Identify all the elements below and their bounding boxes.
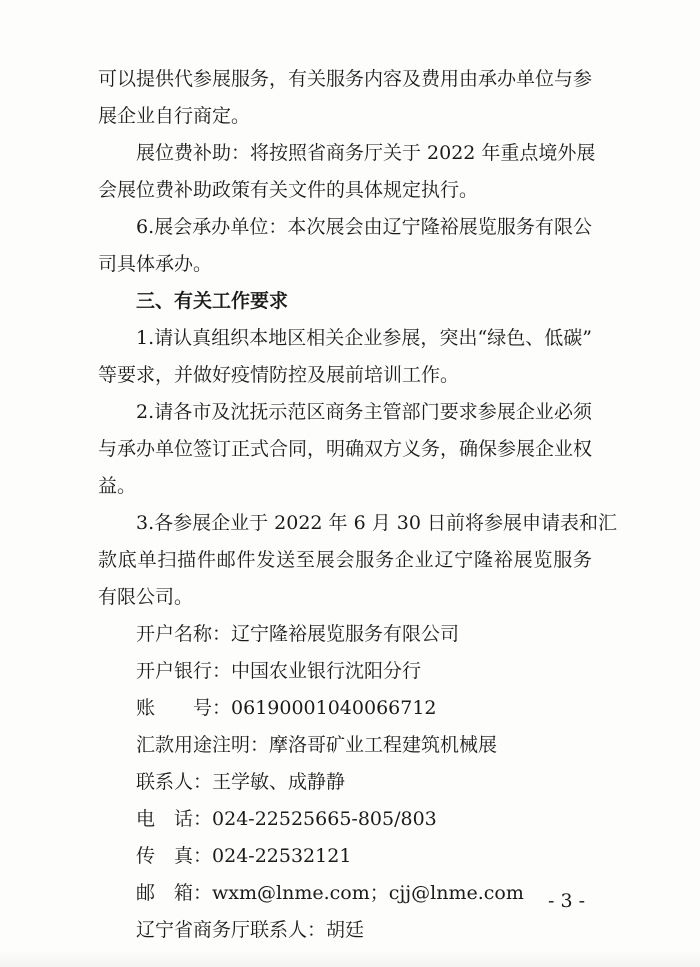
account-name-value: 辽宁隆裕展览服务有限公司 xyxy=(231,623,460,645)
department-contact-label: 辽宁省商务厅联系人： xyxy=(136,919,327,941)
contact-person-label: 联系人： xyxy=(136,771,213,793)
bank-field xyxy=(136,658,421,684)
remittance-purpose-label: 汇款用途注明： xyxy=(136,734,270,756)
account-name-field xyxy=(136,621,459,647)
fax-value: 024-22532121 xyxy=(212,845,352,867)
fax-field xyxy=(136,843,351,869)
phone-value: 024-22525665-805/803 xyxy=(212,808,437,830)
account-number-label: 账 号： xyxy=(136,697,232,719)
paragraph-line: 6.展会承办单位：本次展会由辽宁隆裕展览服务有限公 xyxy=(136,216,592,238)
bank-label: 开户银行： xyxy=(136,660,232,682)
remittance-purpose-field xyxy=(136,732,497,758)
department-contact-field xyxy=(136,917,364,943)
email-label: 邮 箱： xyxy=(136,882,213,904)
paragraph-line: 司具体承办。 xyxy=(98,253,213,275)
paragraph-line: 展位费补助：将按照省商务厅关于 2022 年重点境外展 xyxy=(136,142,596,164)
phone-label: 电 话： xyxy=(136,808,213,830)
requirement-line: 等要求，并做好疫情防控及展前培训工作。 xyxy=(98,364,460,386)
remittance-purpose-value: 摩洛哥矿业工程建筑机械展 xyxy=(269,734,498,756)
paragraph-line: 可以提供代参展服务，有关服务内容及费用由承办单位与参 xyxy=(98,68,593,90)
phone-field xyxy=(136,806,437,832)
requirement-line: 有限公司。 xyxy=(98,586,194,608)
requirement-line: 2.请各市及沈抚示范区商务主管部门要求参展企业必须 xyxy=(136,401,592,423)
email-field xyxy=(136,880,524,906)
page-number: - 3 - xyxy=(548,890,586,912)
bank-value: 中国农业银行沈阳分行 xyxy=(231,660,422,682)
section-heading: 三、有关工作要求 xyxy=(136,290,289,312)
paragraph-line: 会展位费补助政策有关文件的具体规定执行。 xyxy=(98,179,479,201)
email-value: wxm@lnme.com；cjj@lnme.com xyxy=(212,882,524,904)
requirement-line: 1.请认真组织本地区相关企业参展，突出“绿色、低碳” xyxy=(136,327,592,349)
requirement-line: 益。 xyxy=(98,475,137,497)
contact-person-value: 王学敏、成静静 xyxy=(212,771,346,793)
account-number-field xyxy=(136,695,437,721)
department-contact-value: 胡廷 xyxy=(326,919,365,941)
account-number-value: 06190001040066712 xyxy=(231,697,437,719)
requirement-line: 与承办单位签订正式合同，明确双方义务，确保参展企业权 xyxy=(98,438,593,460)
fax-label: 传 真： xyxy=(136,845,213,867)
requirement-line: 3.各参展企业于 2022 年 6 月 30 日前将参展申请表和汇 xyxy=(136,512,617,534)
contact-person-field xyxy=(136,769,345,795)
requirement-line: 款底单扫描件邮件发送至展会服务企业辽宁隆裕展览服务 xyxy=(98,549,592,571)
account-name-label: 开户名称： xyxy=(136,623,232,645)
paragraph-line: 展企业自行商定。 xyxy=(98,105,251,127)
scan-edge-shadow xyxy=(0,950,700,967)
